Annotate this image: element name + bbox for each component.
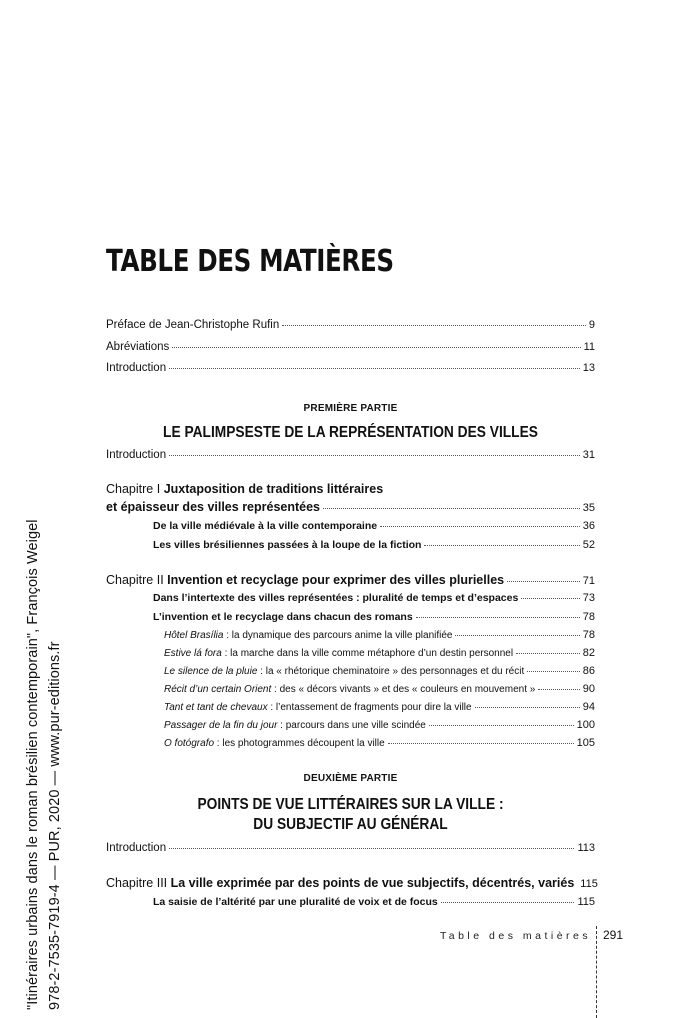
toc-chapter-3[interactable]: Chapitre III La ville exprimée par des points de vue subjectifs, décentrés, variés 115 — [106, 876, 598, 890]
toc-chapter-1-line-2[interactable]: et épaisseur des villes représentées 35 — [106, 500, 595, 514]
toc-subsection[interactable]: Le silence de la pluie : la « rhétorique cheminatoire » des personnages et du récit 86 — [164, 665, 595, 677]
dot-leader — [507, 581, 580, 582]
toc-subsection[interactable]: Tant et tant de chevaux : l’entassement de fragments pour dire la ville 94 — [164, 701, 595, 713]
toc-entry-part2-intro[interactable]: Introduction 113 — [106, 842, 595, 854]
toc-subsection[interactable]: Récit d’un certain Orient : des « décors vivants » et des « couleurs en mouvement » 90 — [164, 683, 595, 695]
toc-section[interactable]: La saisie de l’altérité par une pluralité de voix et de focus 115 — [153, 896, 595, 908]
part-1-label: PREMIÈRE PARTIE — [303, 403, 398, 414]
dot-leader — [521, 598, 579, 599]
side-copyright-note — [0, 0, 63, 1010]
toc-entry-preface[interactable]: Préface de Jean-Christophe Rufin 9 — [106, 319, 595, 331]
toc-subsection[interactable]: O fotógrafo : les photogrammes découpent la ville 105 — [164, 737, 595, 749]
toc-entry-part1-intro[interactable]: Introduction 31 — [106, 449, 595, 461]
side-note-line-1: "Itinéraires urbains dans le roman brésilien contemporain", François Weigel — [25, 519, 41, 1010]
toc-section[interactable]: Dans l’intertexte des villes représentées : pluralité de temps et d’espaces 73 — [153, 592, 595, 604]
page-number: 291 — [603, 928, 624, 942]
part-2-title-line-2: DU SUBJECTIF AU GÉNÉRAL — [253, 816, 448, 833]
dot-leader — [441, 902, 575, 903]
dot-leader — [172, 347, 580, 348]
side-note-line-2: 978-2-7535-7919-4 — PUR, 2020 — www.pur-editions.fr — [47, 641, 63, 1010]
toc-section[interactable]: De la ville médiévale à la ville contemporaine 36 — [153, 520, 595, 532]
toc-subsection[interactable]: Estive lá fora : la marche dans la ville comme métaphore d’un destin personnel 82 — [164, 647, 595, 659]
toc-section[interactable]: L’invention et le recyclage dans chacun des romans 78 — [153, 611, 595, 623]
dot-leader — [169, 455, 580, 456]
dot-leader — [516, 653, 580, 654]
dot-leader — [527, 671, 580, 672]
toc-section[interactable]: Les villes brésiliennes passées à la loupe de la fiction 52 — [153, 539, 595, 551]
dot-leader — [323, 508, 580, 509]
page-title: TABLE DES MATIÈRES — [106, 244, 394, 279]
part-2-title-line-1: POINTS DE VUE LITTÉRAIRES SUR LA VILLE : — [197, 796, 504, 813]
toc-subsection[interactable]: Hôtel Brasília : la dynamique des parcours anime la ville planifiée 78 — [164, 629, 595, 641]
margin-rule — [596, 926, 597, 1018]
dot-leader — [538, 689, 579, 690]
toc-chapter-1-line-1[interactable]: Chapitre I Juxtaposition de traditions littéraires — [106, 482, 384, 496]
toc-entry-abbreviations[interactable]: Abréviations 11 — [106, 341, 595, 353]
dot-leader — [388, 743, 574, 744]
dot-leader — [424, 545, 579, 546]
part-1-title: LE PALIMPSESTE DE LA REPRÉSENTATION DES VILLES — [163, 424, 538, 441]
toc-entry-introduction[interactable]: Introduction 13 — [106, 362, 595, 374]
dot-leader — [475, 707, 580, 708]
dot-leader — [380, 526, 580, 527]
running-head: Table des matières — [440, 930, 592, 942]
part-2-label: DEUXIÈME PARTIE — [303, 773, 398, 784]
toc-chapter-2[interactable]: Chapitre II Invention et recyclage pour exprimer des villes plurielles 71 — [106, 573, 595, 587]
dot-leader — [455, 635, 579, 636]
dot-leader — [169, 368, 580, 369]
dot-leader — [282, 325, 586, 326]
dot-leader — [169, 848, 574, 849]
toc-subsection[interactable]: Passager de la fin du jour : parcours dans une ville scindée 100 — [164, 719, 595, 731]
dot-leader — [429, 725, 574, 726]
dot-leader — [416, 617, 580, 618]
